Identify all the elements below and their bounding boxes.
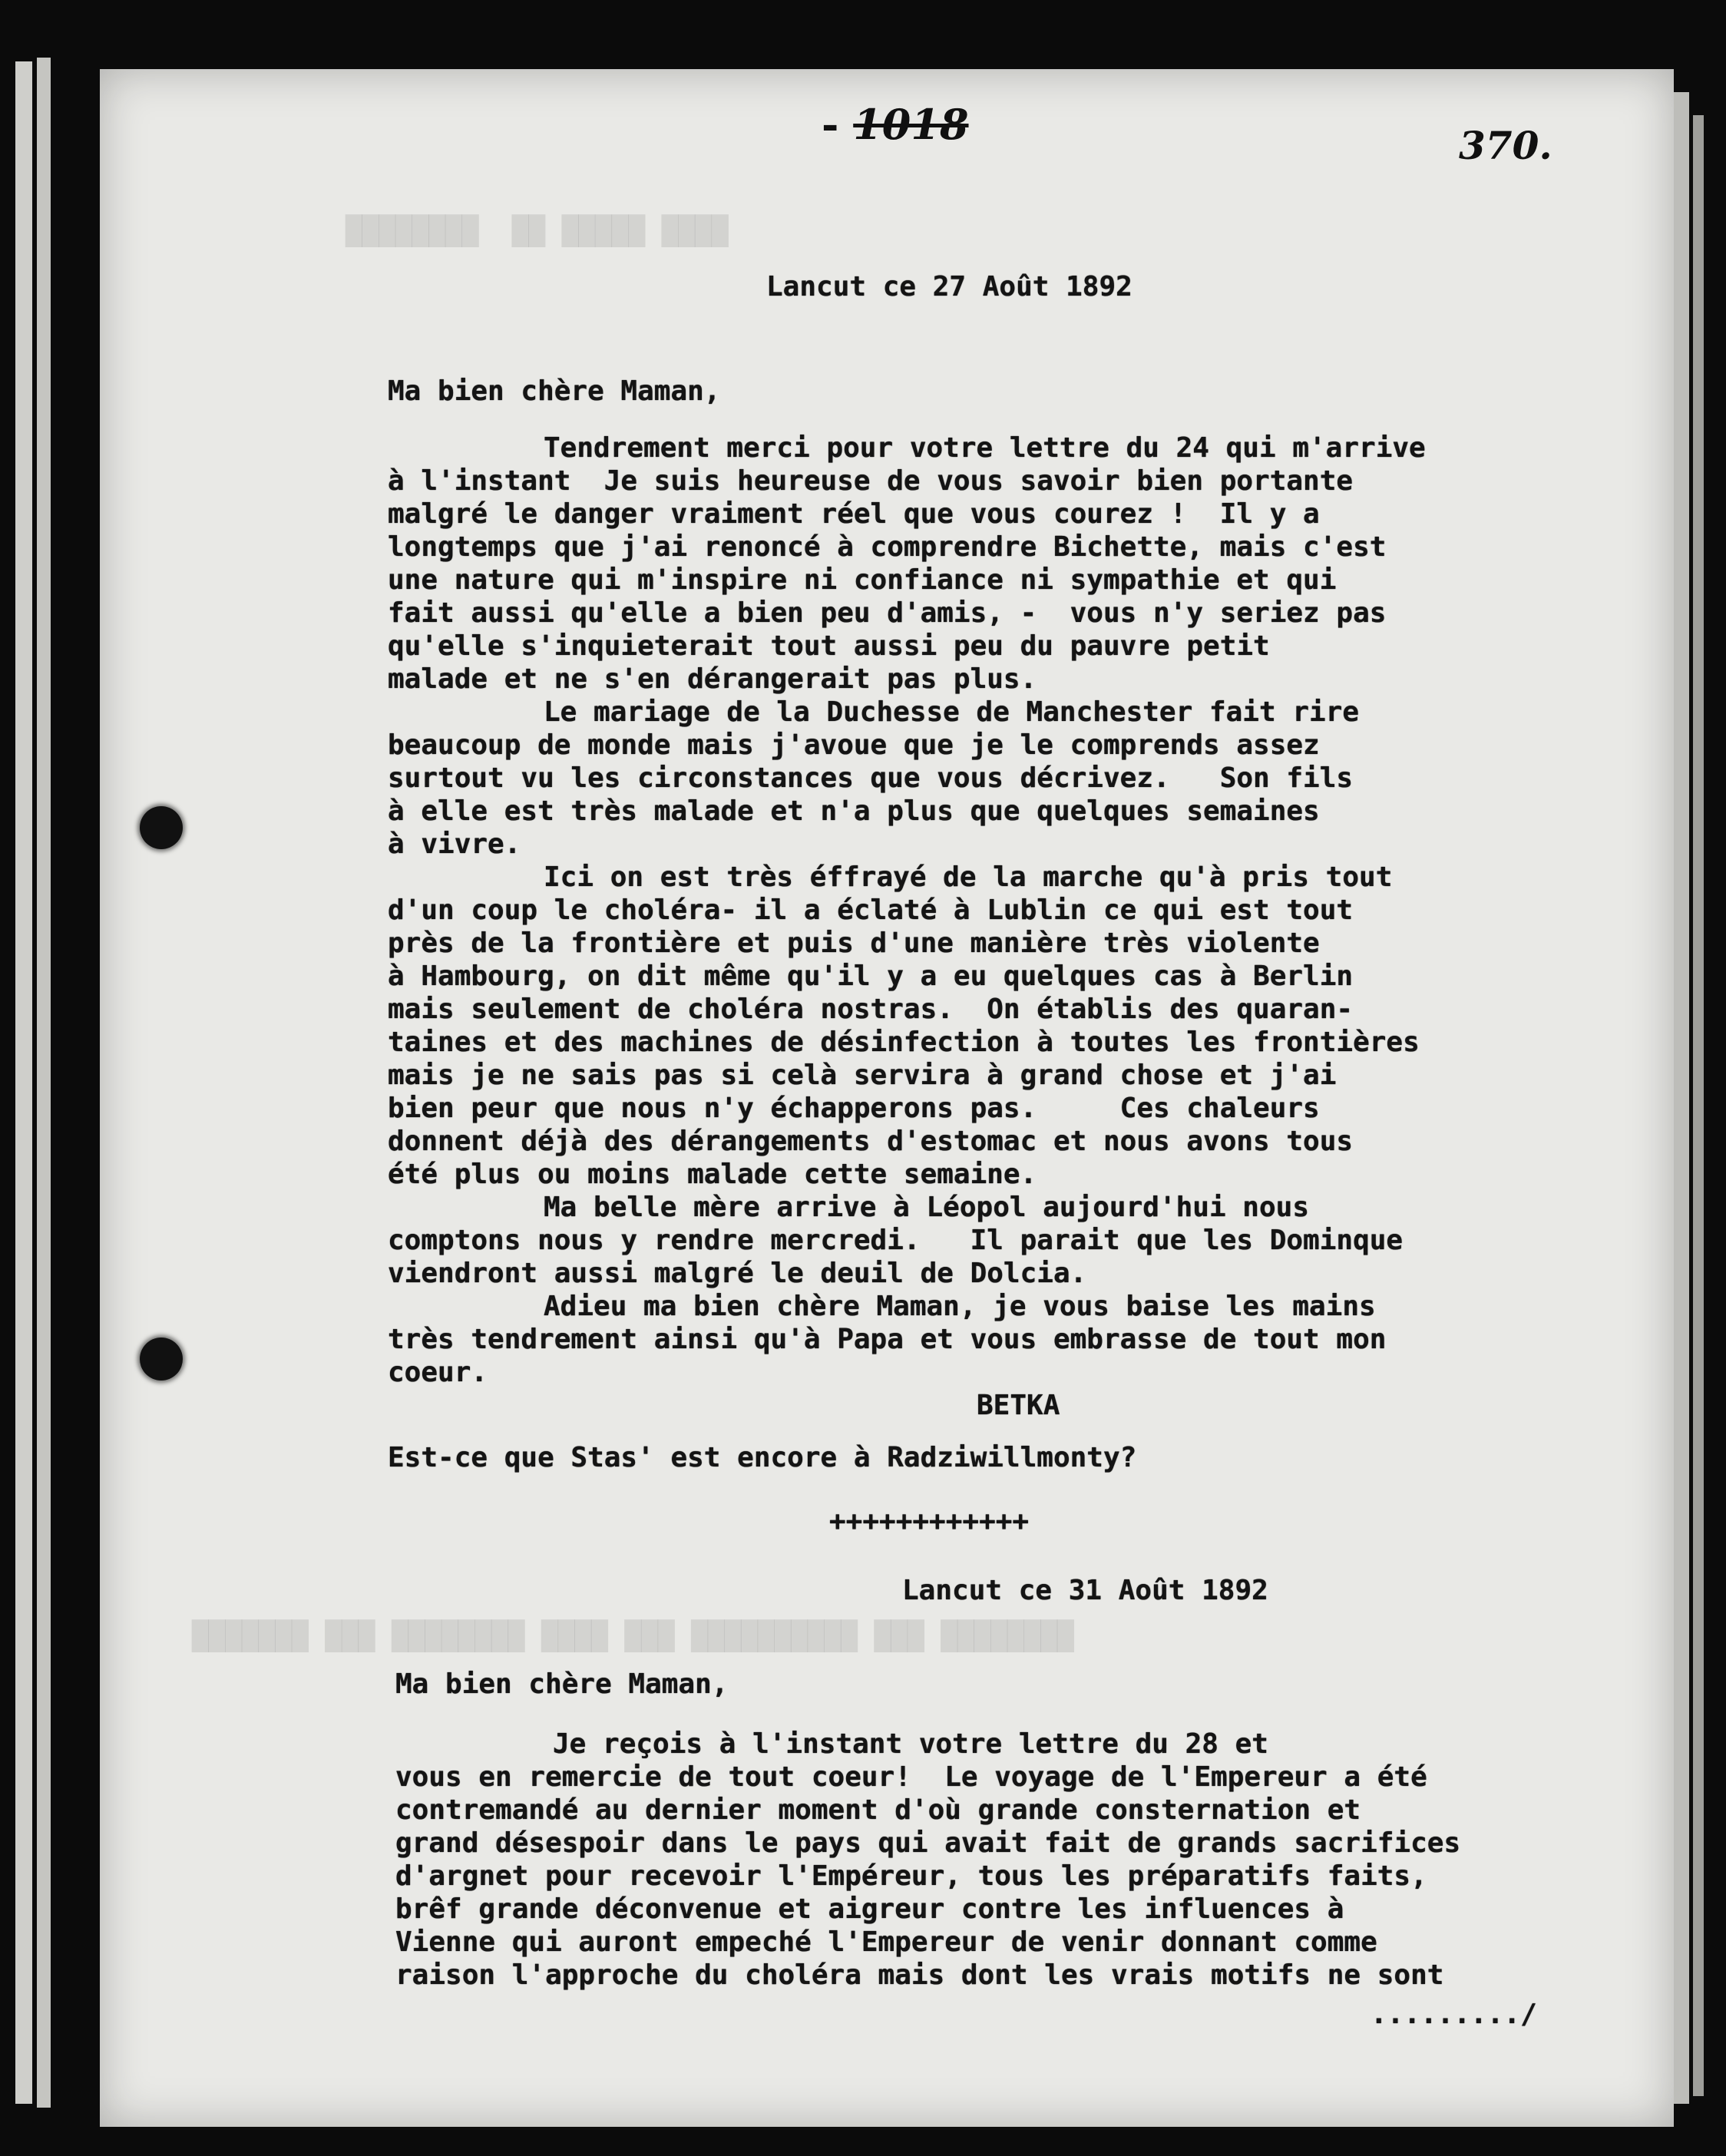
paragraph-line: Tendrement merci pour votre lettre du 24 qui m'arrive <box>544 432 1426 464</box>
paragraph-line: donnent déjà des dérangements d'estomac et nous avons tous <box>388 1126 1354 1157</box>
paragraph-line: bien peur que nous n'y échapperons pas. Ces chaleurs <box>388 1093 1320 1124</box>
paragraph-line: grand désespoir dans le pays qui avait fait de grands sacrifices <box>395 1827 1461 1859</box>
continuation-mark: ........./ <box>1371 1999 1537 2030</box>
paragraph-line: très tendrement ainsi qu'à Papa et vous embrasse de tout mon <box>388 1324 1387 1355</box>
paragraph-line: beaucoup de monde mais j'avoue que je le comprends assez <box>388 729 1320 761</box>
paragraph-line: vous en remercie de tout coeur! Le voyage de l'Empereur a été <box>395 1761 1427 1793</box>
paragraph-line: surtout vu les circonstances que vous décrivez. Son fils <box>388 762 1354 794</box>
paragraph-line: une nature qui m'inspire ni confiance ni sympathie et qui <box>388 564 1337 596</box>
paragraph-line: raison l'approche du choléra mais dont les vrais motifs ne sont <box>395 1959 1444 1991</box>
paragraph-line: d'argnet pour recevoir l'Empéreur, tous les préparatifs faits, <box>395 1860 1427 1892</box>
paragraph-line: à elle est très malade et n'a plus que quelques semaines <box>388 795 1320 827</box>
show-through-bleed: ████████ ██ █████ ████ <box>346 216 729 247</box>
punch-hole-upper <box>140 806 183 849</box>
letter-salutation: Ma bien chère Maman, <box>388 375 721 407</box>
paragraph-line: mais seulement de choléra nostras. On établis des quaran- <box>388 994 1354 1025</box>
archive-crossed-number: - 1018 <box>822 100 969 149</box>
paragraph-line: longtemps que j'ai renoncé à comprendre Bichette, mais c'est <box>388 531 1387 563</box>
letter-postscript: Est-ce que Stas' est encore à Radziwillmonty? <box>388 1442 1137 1473</box>
paragraph-line: malade et ne s'en dérangerait pas plus. <box>388 663 1037 695</box>
paragraph-line: Ma belle mère arrive à Léopol aujourd'hui nous <box>544 1192 1309 1223</box>
letter-dateline: Lancut ce 31 Août 1892 <box>902 1575 1268 1606</box>
paragraph-line: fait aussi qu'elle a bien peu d'amis, - vous n'y seriez pas <box>388 597 1387 629</box>
paragraph-line: Adieu ma bien chère Maman, je vous baise les mains <box>544 1291 1376 1322</box>
stacked-page-edge-left-inner <box>37 58 51 2108</box>
show-through-bleed: ███████ ███ ████████ ████ ███ ██████████ ███ ████████ <box>192 1621 1074 1652</box>
paragraph-line: coeur. <box>388 1357 488 1388</box>
typewritten-page <box>100 69 1674 2127</box>
paragraph-line: Je reçois à l'instant votre lettre du 28 et <box>553 1728 1268 1760</box>
paragraph-line: mais je ne sais pas si celà servira à grand chose et j'ai <box>388 1060 1337 1091</box>
paragraph-line: à Hambourg, on dit même qu'il y a eu quelques cas à Berlin <box>388 961 1354 992</box>
paragraph-line: malgré le danger vraiment réel que vous courez ! Il y a <box>388 498 1320 530</box>
letter-salutation: Ma bien chère Maman, <box>395 1668 729 1700</box>
paragraph-line: près de la frontière et puis d'une manière très violente <box>388 928 1320 959</box>
paragraph-line: à vivre. <box>388 828 521 860</box>
paragraph-line: été plus ou moins malade cette semaine. <box>388 1159 1037 1190</box>
stacked-page-edge-right <box>1674 92 1689 2104</box>
stacked-page-edge-right-outer <box>1693 115 1704 2096</box>
paragraph-line: brêf grande déconvenue et aigreur contre les influences à <box>395 1893 1344 1925</box>
letter-signature: BETKA <box>977 1390 1060 1421</box>
paragraph-line: Vienne qui auront empeché l'Empereur de venir donnant comme <box>395 1926 1377 1958</box>
archive-folio-number: 370. <box>1459 123 1552 168</box>
stacked-page-edge-left <box>15 61 32 2104</box>
paragraph-line: taines et des machines de désinfection à toutes les frontières <box>388 1027 1420 1058</box>
paragraph-line: comptons nous y rendre mercredi. Il parait que les Dominque <box>388 1225 1404 1256</box>
punch-hole-lower <box>140 1338 183 1381</box>
letter-dateline: Lancut ce 27 Août 1892 <box>766 271 1132 303</box>
letter-separator: ++++++++++++ <box>829 1506 1030 1537</box>
paragraph-line: à l'instant Je suis heureuse de vous savoir bien portante <box>388 465 1354 497</box>
paragraph-line: viendront aussi malgré le deuil de Dolcia. <box>388 1258 1087 1289</box>
paragraph-line: contremandé au dernier moment d'où grande consternation et <box>395 1794 1361 1826</box>
paragraph-line: d'un coup le choléra- il a éclaté à Lublin ce qui est tout <box>388 894 1354 926</box>
paragraph-line: Ici on est très éffrayé de la marche qu'à pris tout <box>544 861 1393 893</box>
paragraph-line: Le mariage de la Duchesse de Manchester fait rire <box>544 696 1360 728</box>
paragraph-line: qu'elle s'inquieterait tout aussi peu du pauvre petit <box>388 630 1270 662</box>
